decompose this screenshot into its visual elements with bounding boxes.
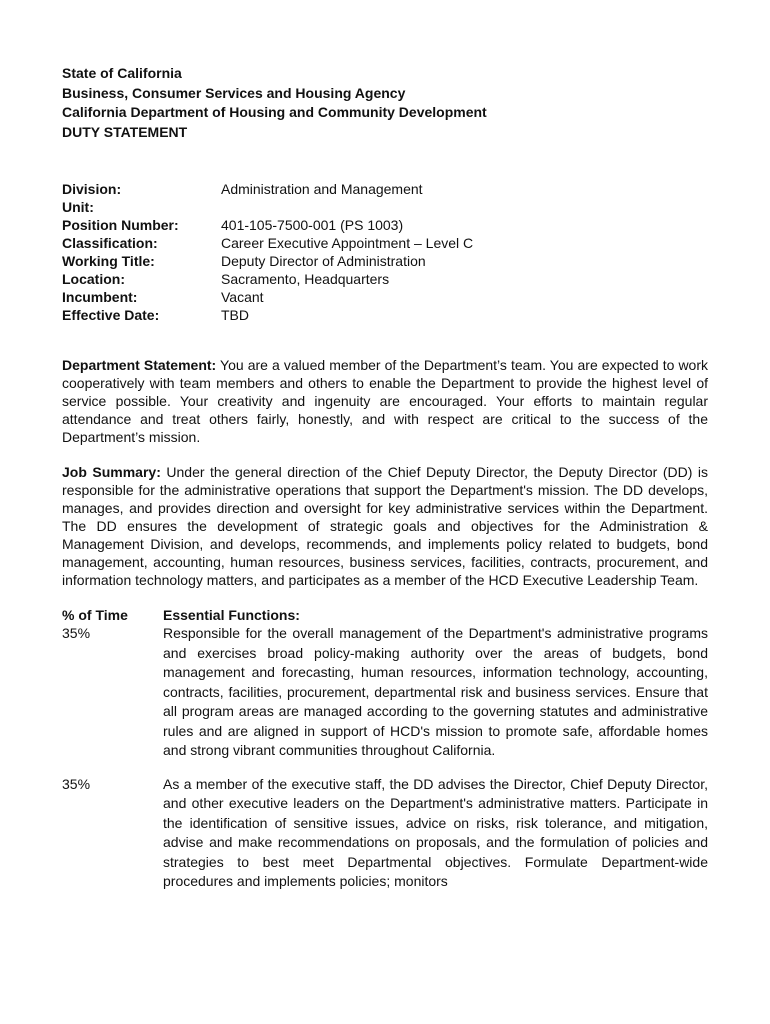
field-value: 401-105-7500-001 (PS 1003) (221, 217, 404, 233)
field-classification (62, 234, 708, 252)
function-text: Responsible for the overall management of the Department's administrative programs and exercises broad policy-making authority over the areas of budgets, bond management and forecasting, human resources, information technology, accounting, contracts, facilities, procurement, departmental risk and business services. Ensure that all program areas are managed according to the governing statutes and administrative rules and are aligned in support of HCD's mission to promote safe, affordable homes and strong vibrant communities throughout California. (163, 625, 708, 758)
field-label: Incumbent: (62, 289, 138, 305)
function-text: As a member of the executive staff, the DD advises the Director, Chief Deputy Director, and other executive leaders on the Department's administrative matters. Participate in the identification of sensitive issues, advice on risks, risk tolerance, and mitigation, advise and make recommendations on proposals, and the formulation of policies and strategies to best meet Departmental objectives. Formulate Department-wide procedures and implements policies; monitors (163, 775, 708, 889)
job-summary-lead: Job Summary: (62, 464, 161, 480)
department-statement (62, 356, 708, 446)
field-unit (62, 198, 708, 216)
header-department: California Department of Housing and Community Development (62, 104, 487, 120)
field-value (221, 198, 708, 216)
position-fields (62, 180, 708, 324)
document-header (62, 64, 708, 142)
department-statement-text: You are a valued member of the Department’s team. You are expected to work cooperatively with team members and others to enable the Department to provide the highest level of service possible. Your creativity and ingenuity are encouraged. Your efforts to maintain regular attendance and treat others fairly, honestly, and with respect are critical to the success of the Department’s mission. (62, 357, 709, 445)
function-percent: 35% (62, 775, 91, 792)
function-item (62, 624, 708, 761)
header-agency: Business, Consumer Services and Housing Agency (62, 84, 406, 101)
function-percent: 35% (62, 625, 91, 641)
job-summary-text: Under the general direction of the Chief Deputy Director, the Deputy Director (DD) is responsible for the administrative operations that support the Department's mission. The DD develops, manages, and provides direction and oversight for key administrative services within the Department. The DD ensures the development of strategic goals and objectives for the Administration & Management Division, and develops, recommends, and implements policy related to budgets, bond management, accounting, human resources, business services, facilities, contracts, procurement, and information technology matters, and participates as a member of the HCD Executive Leadership Team. (62, 464, 709, 588)
field-position-number (62, 216, 708, 234)
department-statement-lead: Department Statement: (62, 357, 217, 373)
field-value: Sacramento, Headquarters (221, 271, 390, 287)
field-working-title (62, 252, 708, 270)
job-summary (62, 463, 708, 589)
function-item (62, 775, 708, 892)
time-column-header: % of Time (62, 607, 128, 623)
field-value: Vacant (221, 289, 264, 305)
field-label: Division: (62, 181, 122, 197)
field-label: Position Number: (62, 217, 179, 233)
essential-functions-header (62, 606, 708, 624)
functions-column-header: Essential Functions: (163, 607, 300, 623)
field-division (62, 180, 708, 198)
field-value: Administration and Management (221, 181, 423, 197)
field-value: Deputy Director of Administration (221, 253, 426, 269)
field-incumbent (62, 288, 708, 306)
field-label: Location: (62, 271, 125, 287)
header-doc-title: DUTY STATEMENT (62, 123, 188, 140)
essential-functions (62, 606, 708, 892)
field-value: Career Executive Appointment – Level C (221, 235, 474, 251)
field-label: Working Title: (62, 253, 155, 269)
field-effective-date (62, 306, 708, 324)
field-label: Unit: (62, 199, 94, 215)
field-label: Classification: (62, 235, 158, 251)
header-state: State of California (62, 65, 182, 81)
field-label: Effective Date: (62, 307, 160, 323)
field-value: TBD (221, 307, 249, 323)
document-body (62, 64, 708, 892)
field-location (62, 270, 708, 288)
